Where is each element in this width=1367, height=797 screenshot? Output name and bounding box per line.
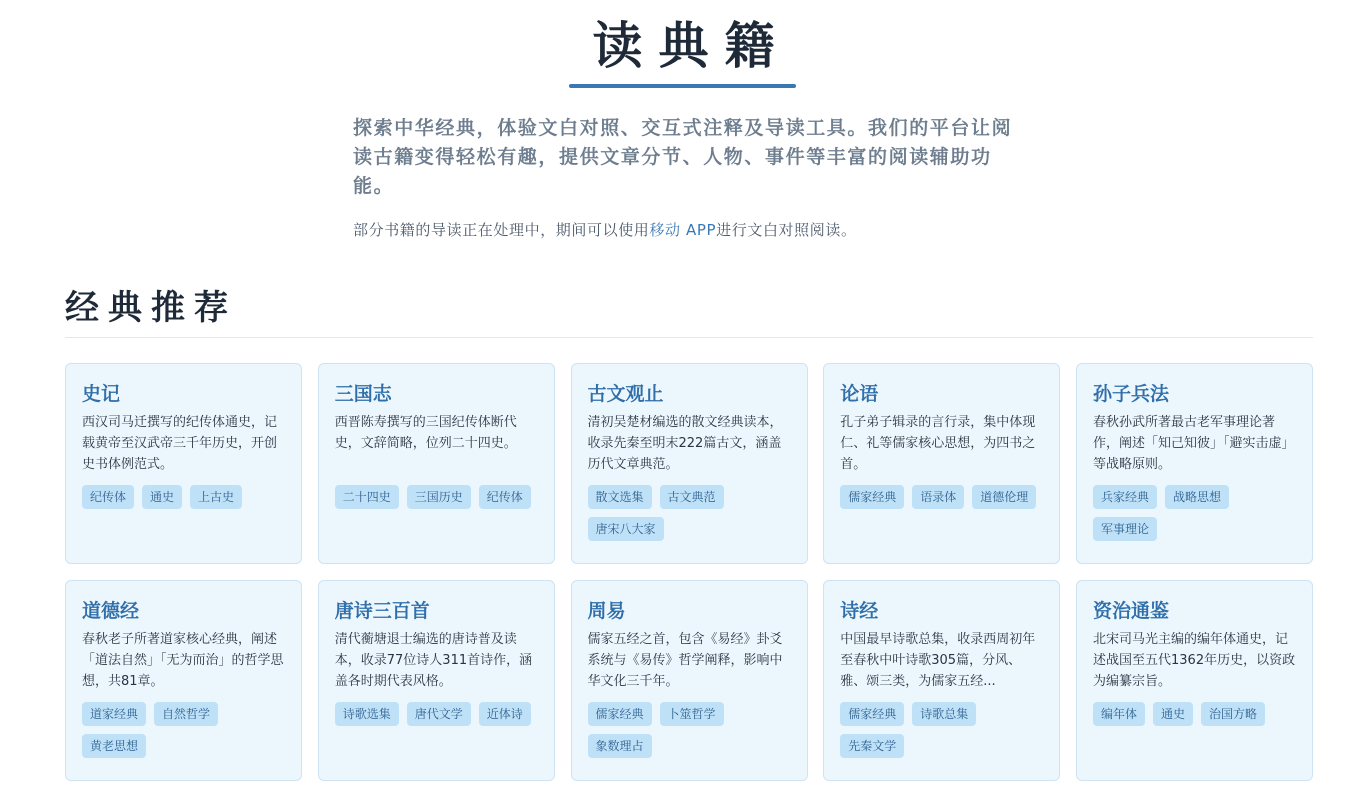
notice-prefix: 部分书籍的导读正在处理中，期间可以使用: [353, 221, 650, 239]
book-tag[interactable]: 黄老思想: [82, 734, 146, 758]
book-tag[interactable]: 儒家经典: [840, 485, 904, 509]
book-tag[interactable]: 编年体: [1093, 702, 1145, 726]
book-tag[interactable]: 诗歌选集: [335, 702, 399, 726]
book-tag[interactable]: 先秦文学: [840, 734, 904, 758]
book-tags: [1093, 702, 1296, 726]
book-tag[interactable]: 二十四史: [335, 485, 399, 509]
book-grid: [65, 363, 1313, 781]
notice-suffix: 进行文白对照阅读。: [716, 221, 857, 239]
book-tag[interactable]: 卜筮哲学: [660, 702, 724, 726]
book-tag[interactable]: 道家经典: [82, 702, 146, 726]
section-divider: [65, 337, 1313, 338]
book-card[interactable]: [823, 580, 1060, 781]
section-title: 经典推荐: [65, 288, 237, 328]
book-card[interactable]: [571, 580, 808, 781]
book-card[interactable]: [65, 363, 302, 564]
book-title: 古文观止: [587, 383, 664, 405]
book-title: 道德经: [82, 600, 140, 622]
book-title: 论语: [840, 383, 879, 405]
book-title: 唐诗三百首: [334, 600, 430, 622]
book-card[interactable]: [1076, 580, 1313, 781]
mobile-app-link[interactable]: 移动 APP: [649, 221, 717, 239]
book-tags: [588, 485, 791, 541]
book-tag[interactable]: 通史: [142, 485, 182, 509]
book-tags: [840, 702, 1043, 758]
book-tag[interactable]: 近体诗: [479, 702, 531, 726]
book-description: 西汉司马迁撰写的纪传体通史，记载黄帝至汉武帝三千年历史，开创史书体例范式。: [82, 415, 278, 472]
book-tags: [335, 702, 538, 726]
book-description: 西晋陈寿撰写的三国纪传体断代史，文辞简略，位列二十四史。: [334, 415, 517, 451]
site-title: 读典籍: [592, 17, 791, 75]
book-tag[interactable]: 三国历史: [407, 485, 471, 509]
book-title: 诗经: [840, 600, 879, 622]
book-tag[interactable]: 战略思想: [1165, 485, 1229, 509]
book-tags: [82, 485, 285, 509]
book-description: 儒家五经之首，包含《易经》卦爻系统与《易传》哲学阐释，影响中华文化三千年。: [587, 632, 783, 689]
book-description: 春秋老子所著道家核心经典，阐述「道法自然」「无为而治」的哲学思想，共81章。: [82, 632, 284, 689]
book-card[interactable]: [65, 580, 302, 781]
book-title: 周易: [587, 600, 626, 622]
book-tag[interactable]: 纪传体: [479, 485, 531, 509]
book-card[interactable]: [318, 580, 555, 781]
book-title: 三国志: [334, 383, 392, 405]
book-description: 北宋司马光主编的编年体通史，记述战国至五代1362年历史，以资政为编纂宗旨。: [1093, 632, 1296, 689]
book-card[interactable]: [318, 363, 555, 564]
book-title: 资治通鉴: [1093, 600, 1170, 622]
book-title: 史记: [82, 383, 121, 405]
book-tag[interactable]: 纪传体: [82, 485, 134, 509]
book-tags: [82, 702, 285, 758]
book-tag[interactable]: 散文选集: [588, 485, 652, 509]
book-tag[interactable]: 军事理论: [1093, 517, 1157, 541]
notice-text: [353, 219, 1053, 241]
book-tag[interactable]: 象数理占: [588, 734, 652, 758]
book-tag[interactable]: 诗歌总集: [912, 702, 976, 726]
book-tag[interactable]: 唐代文学: [407, 702, 471, 726]
book-description: 春秋孙武所著最古老军事理论著作，阐述「知己知彼」「避实击虚」等战略原则。: [1093, 415, 1295, 472]
title-underline: [569, 84, 796, 88]
book-tag[interactable]: 自然哲学: [154, 702, 218, 726]
book-tag[interactable]: 语录体: [912, 485, 964, 509]
book-description: 清代蘅塘退士编选的唐诗普及读本，收录77位诗人311首诗作，涵盖各时期代表风格。: [334, 632, 533, 689]
book-tags: [840, 485, 1043, 509]
book-tags: [1093, 485, 1296, 541]
intro-text: 探索中华经典，体验文白对照、交互式注释及导读工具。我们的平台让阅读古籍变得轻松有趣，提供文章分节、人物、事件等丰富的阅读辅助功能。: [353, 117, 1013, 197]
book-tag[interactable]: 儒家经典: [840, 702, 904, 726]
book-tag[interactable]: 道德伦理: [972, 485, 1036, 509]
book-tags: [588, 702, 791, 758]
book-tag[interactable]: 兵家经典: [1093, 485, 1157, 509]
book-tag[interactable]: 上古史: [190, 485, 242, 509]
book-card[interactable]: [571, 363, 808, 564]
book-title: 孙子兵法: [1093, 383, 1170, 405]
book-card[interactable]: [823, 363, 1060, 564]
book-tag[interactable]: 通史: [1153, 702, 1193, 726]
book-description: 中国最早诗歌总集，收录西周初年至春秋中叶诗歌305篇，分风、雅、颂三类，为儒家五经...: [840, 632, 1036, 689]
book-tag[interactable]: 治国方略: [1201, 702, 1265, 726]
book-description: 孔子弟子辑录的言行录，集中体现仁、礼等儒家核心思想，为四书之首。: [840, 415, 1036, 472]
book-description: 清初吴楚材编选的散文经典读本，收录先秦至明末222篇古文，涵盖历代文章典范。: [587, 415, 783, 472]
book-card[interactable]: [1076, 363, 1313, 564]
book-tag[interactable]: 儒家经典: [588, 702, 652, 726]
book-tag[interactable]: 唐宋八大家: [588, 517, 664, 541]
book-tags: [335, 485, 538, 509]
book-tag[interactable]: 古文典范: [660, 485, 724, 509]
